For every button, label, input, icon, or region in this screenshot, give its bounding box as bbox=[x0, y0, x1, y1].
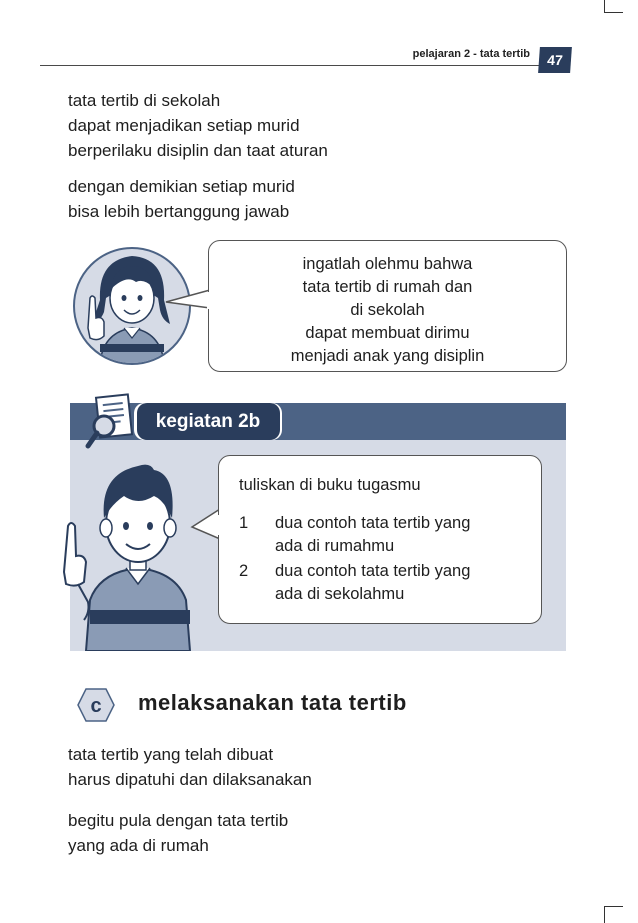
section-c-paragraph-1 bbox=[68, 742, 312, 792]
bubble-line: ingatlah olehmu bahwa bbox=[302, 255, 473, 273]
text-line: berperilaku disiplin dan taat aturan bbox=[68, 141, 328, 160]
list-item-line: dua contoh tata tertib yang bbox=[275, 514, 471, 532]
text-line: dapat menjadikan setiap murid bbox=[68, 116, 300, 135]
intro-paragraph-1 bbox=[68, 88, 328, 163]
page-number: 47 bbox=[538, 47, 572, 73]
text-line: begitu pula dengan tata tertib bbox=[68, 811, 289, 830]
text-line: harus dipatuhi dan dilaksanakan bbox=[68, 770, 312, 789]
section-letter: c bbox=[90, 695, 102, 717]
bubble-tail-join bbox=[217, 515, 221, 535]
list-item bbox=[239, 560, 470, 606]
boy-illustration bbox=[54, 460, 226, 651]
bubble-line: di sekolah bbox=[350, 301, 425, 319]
list-item bbox=[239, 512, 470, 558]
header-rule bbox=[40, 65, 540, 66]
text-line: dengan demikian setiap murid bbox=[68, 177, 295, 196]
bubble-line: tata tertib di rumah dan bbox=[302, 278, 473, 296]
list-item-line: dua contoh tata tertib yang bbox=[275, 562, 471, 580]
instruction-text: tuliskan di buku tugasmu bbox=[239, 476, 421, 494]
list-item-line: ada di rumahmu bbox=[275, 537, 395, 555]
text-line: bisa lebih bertanggung jawab bbox=[68, 202, 290, 221]
speech-bubble bbox=[208, 240, 567, 372]
intro-paragraph-2 bbox=[68, 174, 295, 224]
bubble-line: menjadi anak yang disiplin bbox=[290, 347, 485, 365]
bubble-line: dapat membuat dirimu bbox=[305, 324, 470, 342]
activity-label: kegiatan 2b bbox=[134, 403, 282, 440]
list-item-number: 2 bbox=[239, 562, 249, 580]
bubble-tail-join bbox=[207, 292, 211, 309]
section-letter-badge bbox=[72, 687, 120, 723]
text-line: yang ada di rumah bbox=[68, 836, 209, 855]
list-item-line: ada di sekolahmu bbox=[275, 585, 405, 603]
crop-mark-top-right bbox=[604, 0, 623, 13]
list-item-number: 1 bbox=[239, 514, 249, 532]
document-magnifier-icon bbox=[82, 392, 144, 454]
running-header: pelajaran 2 - tata tertib bbox=[412, 48, 530, 60]
text-line: tata tertib yang telah dibuat bbox=[68, 745, 274, 764]
instruction-bubble bbox=[218, 455, 542, 624]
crop-mark-bottom-right bbox=[604, 906, 623, 923]
text-line: tata tertib di sekolah bbox=[68, 91, 221, 110]
section-c-paragraph-2 bbox=[68, 808, 288, 858]
section-title: melaksanakan tata tertib bbox=[138, 690, 407, 715]
